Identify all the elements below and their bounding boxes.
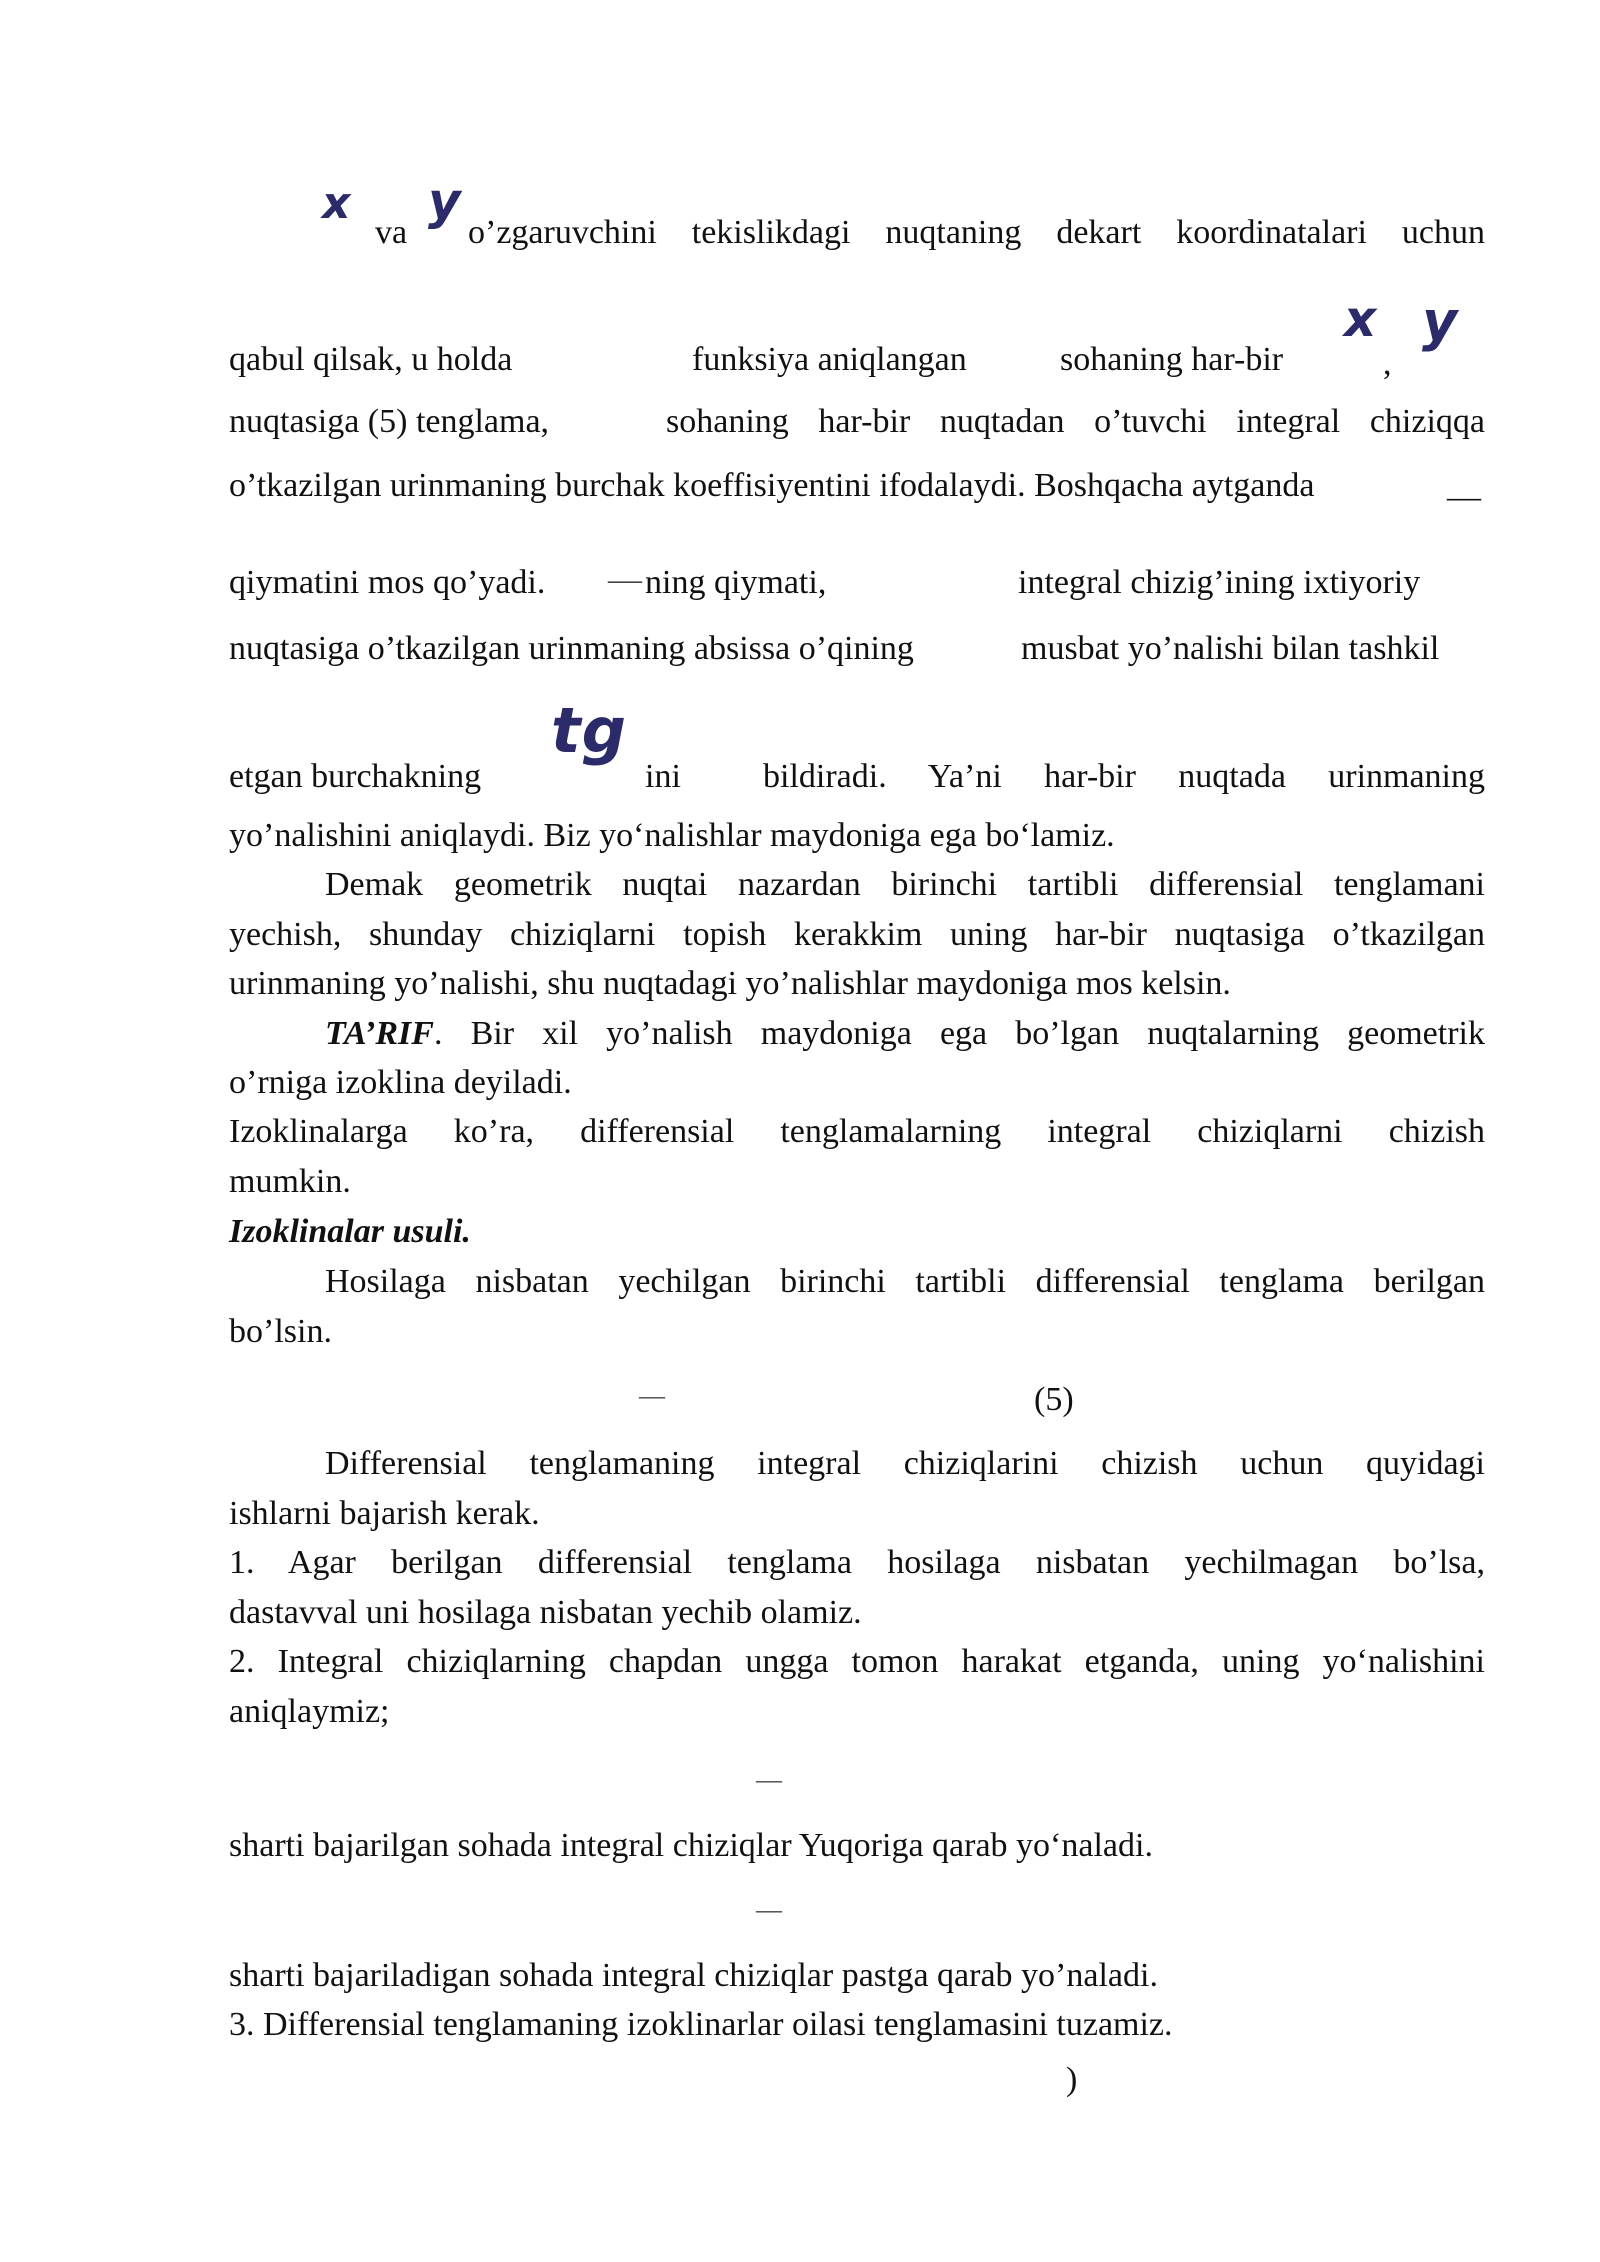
- math-y-image-2: y: [1422, 290, 1459, 353]
- item-2-line-1: 2. Integral chiziqlarning chapdan ungga tomon harakat etganda, uning yo‘nalishini: [229, 1643, 1485, 1680]
- text-va: va: [375, 214, 408, 251]
- line-3-text-a: nuqtasiga (5) tenglama,: [229, 403, 550, 440]
- equation-dash: —: [639, 1381, 665, 1410]
- line-3-text-b: sohaning har-bir nuqtadan o’tuvchi integral chiziqqa: [666, 403, 1485, 440]
- line-5-text-b: ning qiymati,: [645, 564, 827, 601]
- line-2-text-c: sohaning har-bir: [1060, 341, 1284, 378]
- para2-line-2: yechish, shunday chiziqlarni topish kerakkim uning har-bir nuqtasiga o’tkazilgan: [229, 916, 1485, 953]
- condition-1-text: sharti bajarilgan sohada integral chiziqlar Yuqoriga qarab yo‘naladi.: [229, 1827, 1153, 1864]
- item-1-line-1: 1. Agar berilgan differensial tenglama hosilaga nisbatan yechilmagan bo’lsa,: [229, 1544, 1485, 1581]
- izoklina-line-1: Izoklinalarga ko’ra, differensial tenglamalarning integral chiziqlarni chizish: [229, 1113, 1485, 1150]
- condition-2-dash: —: [756, 1895, 782, 1924]
- item-1-line-2: dastavval uni hosilaga nisbatan yechib olamiz.: [229, 1594, 862, 1631]
- hosila-line-1: Hosilaga nisbatan yechilgan birinchi tartibli differensial tenglama berilgan: [325, 1263, 1485, 1300]
- comma: ,: [1383, 345, 1392, 382]
- para2-line-3: urinmaning yo’nalishi, shu nuqtadagi yo’nalishlar maydoniga mos kelsin.: [229, 965, 1231, 1002]
- line-1-text: o’zgaruvchini tekislikdagi nuqtaning dekart koordinatalari uchun: [468, 214, 1485, 251]
- line-2-text-b: funksiya aniqlangan: [692, 341, 967, 378]
- line-6-text-a: nuqtasiga o’tkazilgan urinmaning absissa o’qining: [229, 630, 914, 667]
- closing-paren: ): [1066, 2061, 1078, 2098]
- line-5-text-a: qiymatini mos qo’yadi.: [229, 564, 546, 601]
- condition-2-text: sharti bajariladigan sohada integral chiziqlar pastga qarab yo’naladi.: [229, 1957, 1158, 1994]
- equation-number: (5): [1034, 1381, 1074, 1418]
- line-5-text-c: integral chizig’ining ixtiyoriy: [1018, 564, 1421, 601]
- diff-line-1: Differensial tenglamaning integral chiziqlarini chizish uchun quyidagi: [325, 1445, 1485, 1482]
- definition-label: TA’RIF: [325, 1015, 434, 1052]
- definition-line-2: o’rniga izoklina deyiladi.: [229, 1064, 572, 1101]
- line-7-text-a: etgan burchakning: [229, 758, 482, 795]
- underscore-mark: __: [1447, 467, 1481, 504]
- math-tg-image: tg: [551, 694, 628, 767]
- line-6-text-b: musbat yo’nalishi bilan tashkil: [1021, 630, 1440, 667]
- para2-line-1: Demak geometrik nuqtai nazardan birinchi tartibli differensial tenglamani: [325, 866, 1485, 903]
- math-x-image-2: x: [1344, 290, 1378, 348]
- definition-text: . Bir xil yo’nalish maydoniga ega bo’lgan nuqtalarning geometrik: [433, 1015, 1485, 1052]
- line-7-text-b: ini: [645, 758, 681, 795]
- condition-1-dash: —: [756, 1765, 782, 1794]
- dash-mark: —: [608, 561, 642, 598]
- section-heading: Izoklinalar usuli.: [229, 1213, 471, 1250]
- hosila-line-2: bo’lsin.: [229, 1313, 332, 1350]
- math-x-image: x: [322, 178, 352, 229]
- line-7-text-c: bildiradi. Ya’ni har-bir nuqtada urinmaning: [763, 758, 1485, 795]
- line-8-text: yo’nalishini aniqlaydi. Biz yo‘nalishlar maydoniga ega bo‘lamiz.: [229, 817, 1115, 854]
- line-2-text-a: qabul qilsak, u holda: [229, 341, 513, 378]
- item-3-text: 3. Differensial tenglamaning izoklinarlar oilasi tenglamasini tuzamiz.: [229, 2006, 1173, 2043]
- math-y-image: y: [428, 172, 462, 230]
- izoklina-line-2: mumkin.: [229, 1163, 351, 1200]
- definition-line-1: [325, 1014, 1485, 1054]
- item-2-line-2: aniqlaymiz;: [229, 1693, 390, 1730]
- line-4-text: o’tkazilgan urinmaning burchak koeffisiyentini ifodalaydi. Boshqacha aytganda: [229, 467, 1315, 504]
- diff-line-2: ishlarni bajarish kerak.: [229, 1495, 540, 1532]
